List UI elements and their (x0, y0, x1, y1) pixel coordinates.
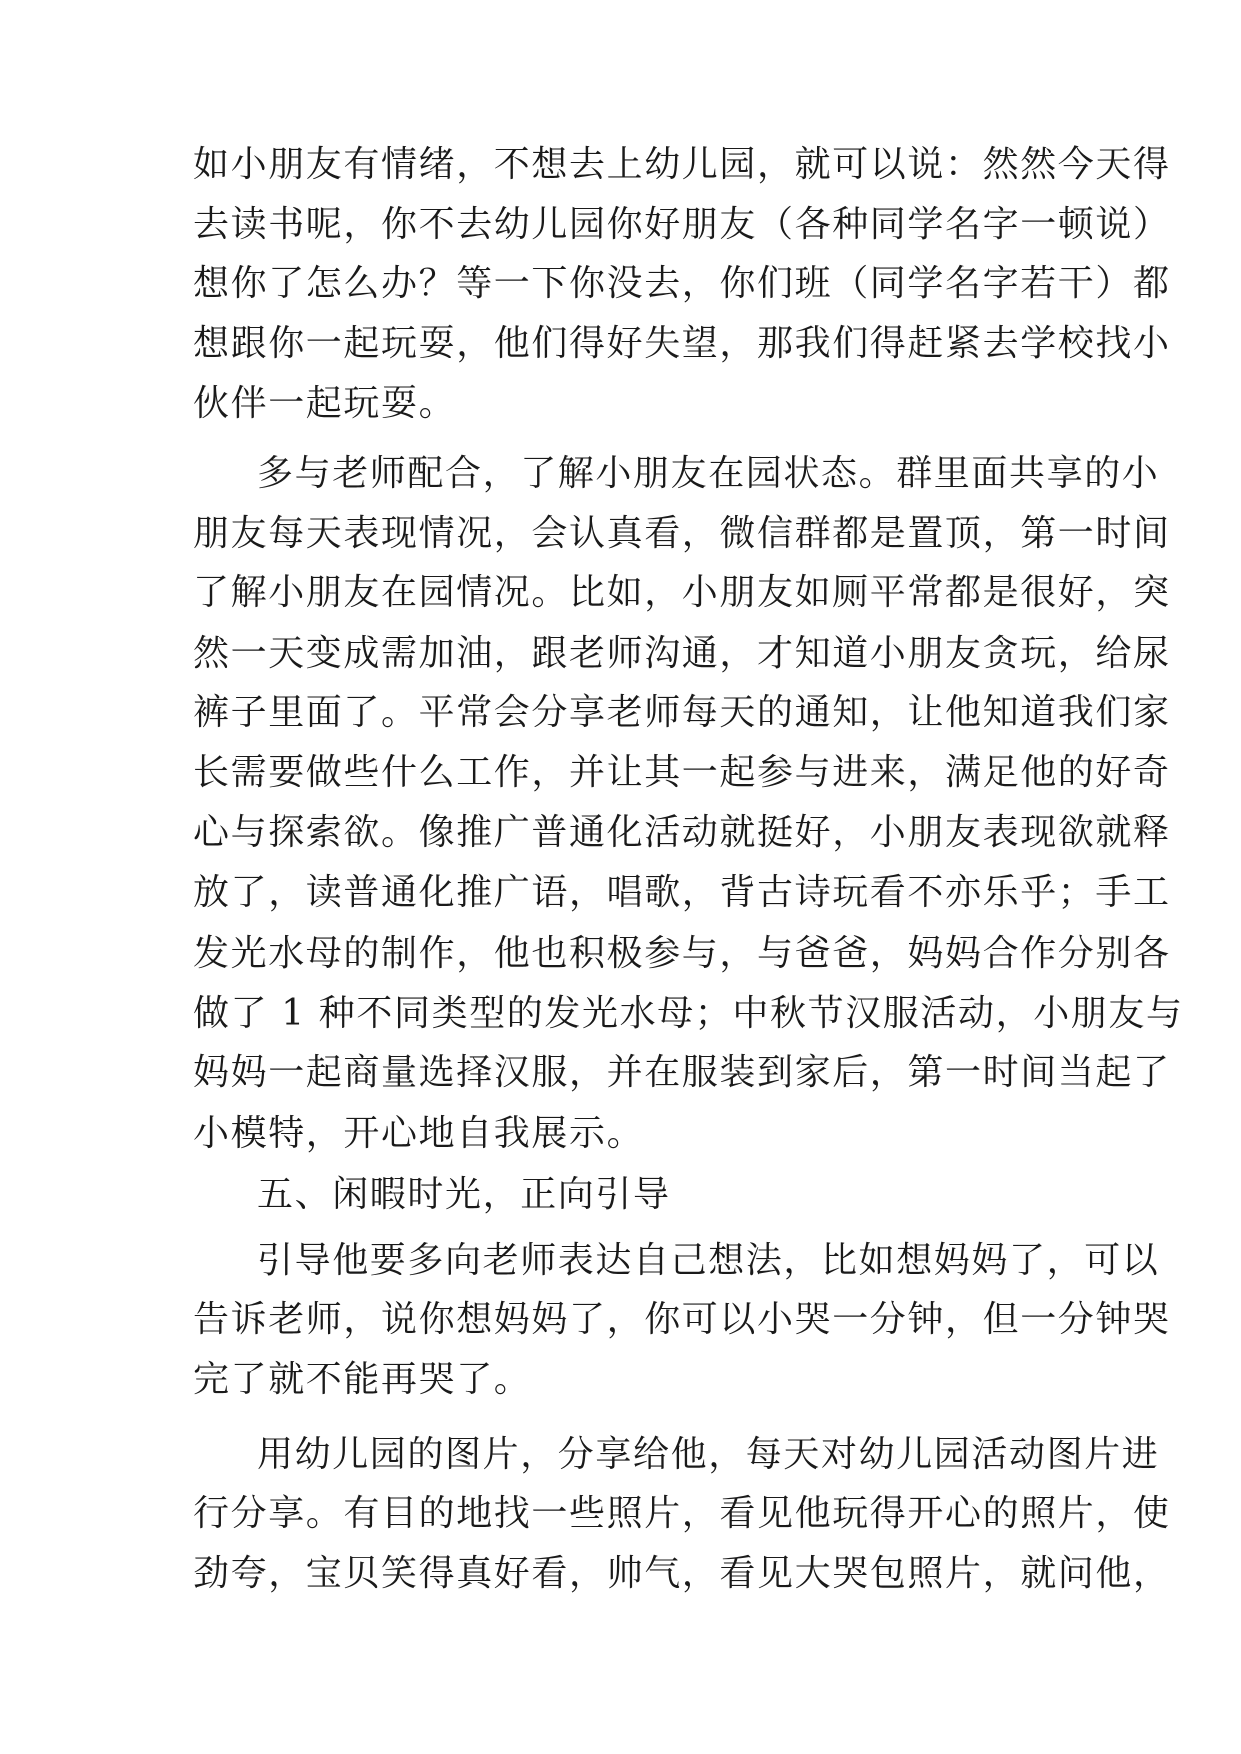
text-line: 用幼儿园的图片，分享给他，每天对幼儿园活动图片进 (257, 1434, 1160, 1475)
text-line: 妈妈一起商量选择汉服，并在服装到家后，第一时间当起了 (193, 1052, 1171, 1093)
text-line: 伙伴一起玩耍。 (193, 383, 457, 424)
text-line: 行分享。有目的地找一些照片，看见他玩得开心的照片，使 (193, 1493, 1171, 1534)
text-line: 告诉老师，说你想妈妈了，你可以小哭一分钟，但一分钟哭 (193, 1299, 1171, 1340)
text-line: 想跟你一起玩耍，他们得好失望，那我们得赶紧去学校找小 (193, 323, 1171, 364)
text-line: 多与老师配合，了解小朋友在园状态。群里面共享的小 (257, 453, 1160, 494)
text-line: 引导他要多向老师表达自己想法，比如想妈妈了，可以 (257, 1240, 1160, 1281)
text-line: 想你了怎么办？等一下你没去，你们班（同学名字若干）都 (193, 263, 1171, 304)
text-line: 劲夸，宝贝笑得真好看，帅气，看见大哭包照片，就问他， (193, 1553, 1171, 1594)
text-line: 然一天变成需加油，跟老师沟通，才知道小朋友贪玩，给尿 (193, 633, 1171, 674)
text-line: 长需要做些什么工作，并让其一起参与进来，满足他的好奇 (193, 752, 1171, 793)
text-line: 完了就不能再哭了。 (193, 1359, 532, 1400)
text-line: 小模特，开心地自我展示。 (193, 1113, 645, 1154)
text-line: 朋友每天表现情况，会认真看，微信群都是置顶，第一时间 (193, 513, 1171, 554)
text-line: 做了 1 种不同类型的发光水母；中秋节汉服活动，小朋友与 (193, 993, 1184, 1034)
text-line: 去读书呢，你不去幼儿园你好朋友（各种同学名字一顿说） (193, 204, 1171, 245)
text-line: 裤子里面了。平常会分享老师每天的通知，让他知道我们家 (193, 692, 1171, 733)
text-line: 发光水母的制作，他也积极参与，与爸爸，妈妈合作分别各 (193, 933, 1171, 974)
text-line: 放了，读普通化推广语，唱歌，背古诗玩看不亦乐乎；手工 (193, 872, 1171, 913)
text-line: 心与探索欲。像推广普通化活动就挺好，小朋友表现欲就释 (193, 812, 1171, 853)
text-line: 了解小朋友在园情况。比如，小朋友如厕平常都是很好，突 (193, 572, 1171, 613)
text-line: 如小朋友有情绪，不想去上幼儿园，就可以说：然然今天得 (193, 144, 1171, 185)
section-heading: 五、闲暇时光，正向引导 (257, 1174, 671, 1215)
